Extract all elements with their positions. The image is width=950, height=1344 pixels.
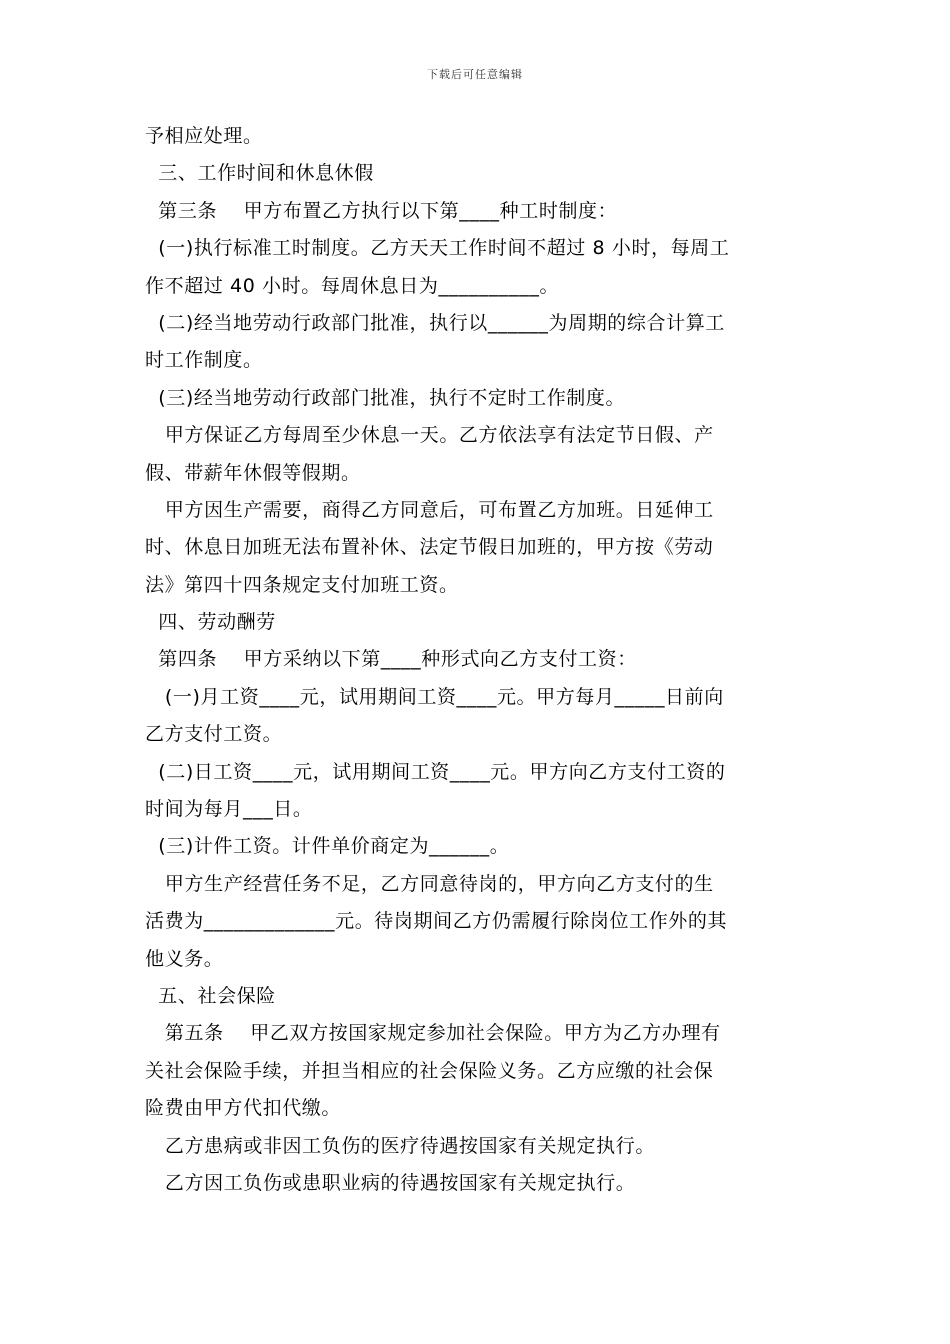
text-line: 他义务。 — [145, 947, 224, 970]
text-line: 关社会保险手续，并担当相应的社会保险义务。乙方应缴的社会保 — [145, 1059, 714, 1082]
text-line: 予相应处理。 — [145, 125, 263, 147]
section-heading: 三、工作时间和休息休假 — [145, 162, 374, 185]
text-line: (一)月工资____元，试用期间工资____元。甲方每月_____日前向 — [145, 685, 724, 708]
text-line: 甲方因生产需要，商得乙方同意后，可布置乙方加班。日延伸工 — [145, 498, 714, 521]
text-line: 甲方保证乙方每周至少休息一天。乙方依法享有法定节日假、产 — [145, 424, 714, 447]
text-line: 乙方因工负伤或患职业病的待遇按国家有关规定执行。 — [145, 1171, 636, 1194]
text-line: (二)日工资____元，试用期间工资____元。甲方向乙方支付工资的 — [145, 760, 726, 783]
text-line: 时工作制度。 — [145, 349, 263, 372]
text-line: 法》第四十四条规定支付加班工资。 — [145, 573, 459, 596]
text-line: (三)经当地劳动行政部门批准，执行不定时工作制度。 — [145, 386, 626, 409]
text-line: 乙方患病或非因工负伤的医疗待遇按国家有关规定执行。 — [145, 1134, 655, 1157]
text-line: (二)经当地劳动行政部门批准，执行以______为周期的综合计算工 — [145, 311, 725, 334]
text-line: (三)计件工资。计件单价商定为______。 — [145, 835, 510, 858]
clause-line: 第三条 甲方布置乙方执行以下第____种工时制度： — [145, 199, 618, 222]
text-line: 假、带薪年休假等假期。 — [145, 461, 361, 484]
text-line: 时间为每月___日。 — [145, 798, 313, 821]
text-line: 活费为_____________元。待岗期间乙方仍需履行除岗位工作外的其 — [145, 910, 728, 933]
section-heading: 五、社会保险 — [145, 984, 276, 1007]
section-heading: 四、劳动酬劳 — [145, 611, 276, 634]
page-header-note: 下载后可任意编辑 — [427, 68, 523, 81]
text-line: 作不超过 40 小时。每周休息日为__________。 — [145, 274, 560, 297]
clause-line: 第四条 甲方采纳以下第____种形式向乙方支付工资： — [145, 648, 637, 671]
text-line: 时、休息日加班无法布置补休、法定节假日加班的，甲方按《劳动 — [145, 536, 714, 559]
clause-line: 第五条 甲乙双方按国家规定参加社会保险。甲方为乙方办理有 — [145, 1022, 721, 1045]
text-line: 甲方生产经营任务不足，乙方同意待岗的，甲方向乙方支付的生 — [145, 872, 714, 895]
text-line: 险费由甲方代扣代缴。 — [145, 1097, 342, 1120]
text-line: (一)执行标准工时制度。乙方天天工作时间不超过 8 小时，每周工 — [145, 237, 730, 260]
text-line: 乙方支付工资。 — [145, 723, 283, 746]
document-body — [145, 118, 810, 1202]
